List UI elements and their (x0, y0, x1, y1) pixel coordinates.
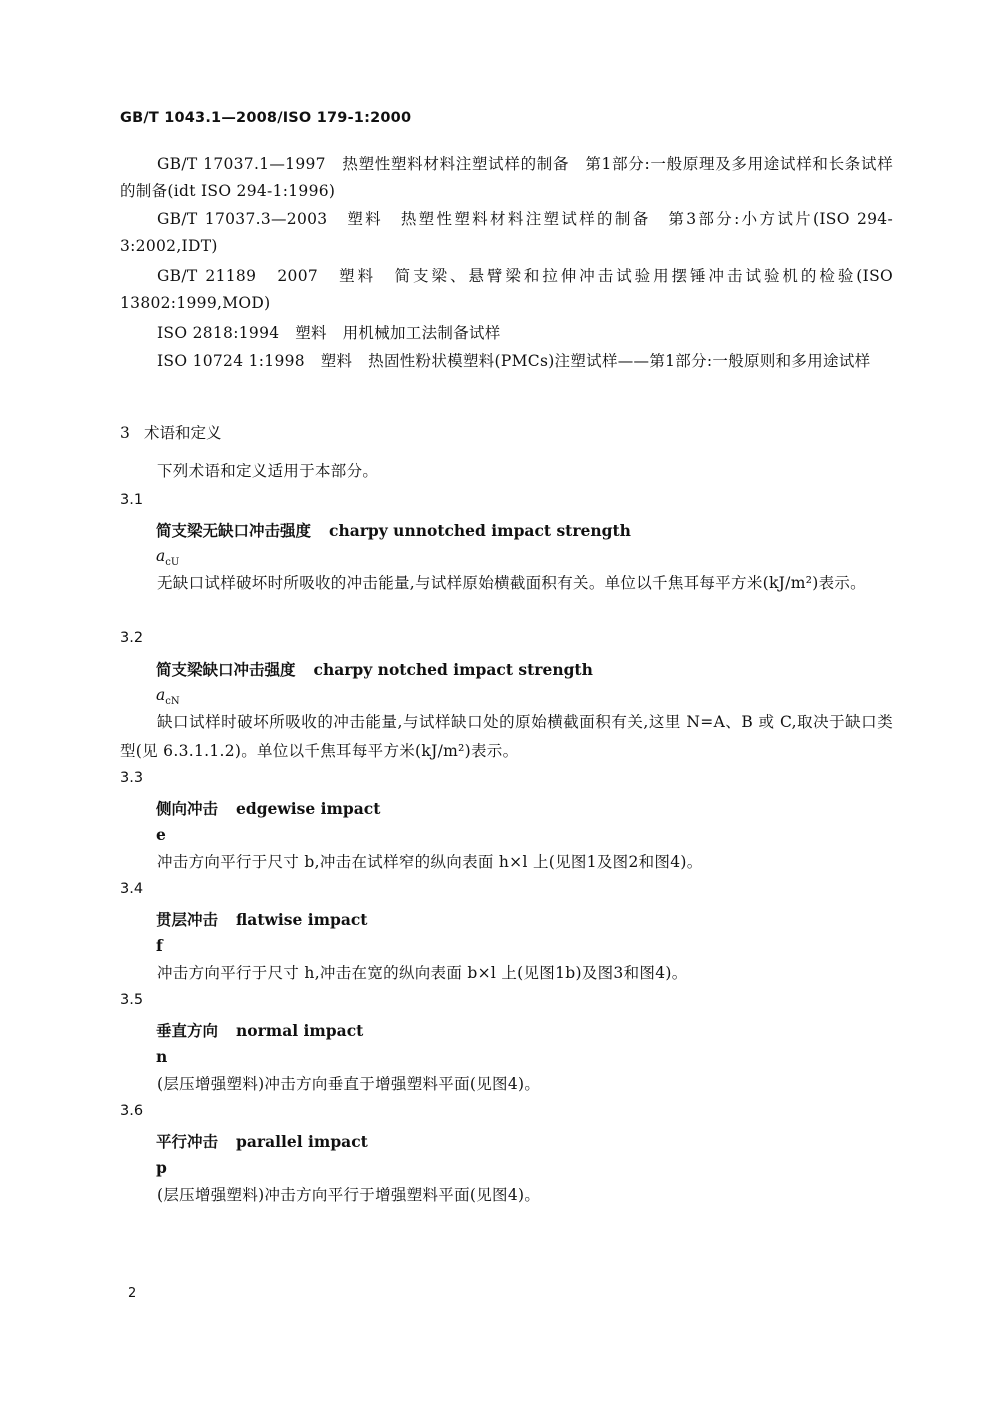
section-title: 术语和定义 (144, 424, 222, 442)
term-number: 3.4 (120, 881, 144, 897)
term-zh: 简支梁无缺口冲击强度 (156, 521, 312, 540)
term-number: 3.1 (120, 492, 144, 508)
standard-header: GB/T 1043.1—2008/ISO 179-1:2000 (120, 110, 412, 126)
section-number: 3 (120, 424, 130, 442)
term-en: edgewise impact (236, 799, 381, 818)
term-en: parallel impact (236, 1132, 368, 1151)
term-en: charpy notched impact strength (313, 660, 593, 679)
term-en: charpy unnotched impact strength (329, 521, 631, 540)
section-heading (120, 421, 222, 443)
term-zh: 贯层冲击 (156, 910, 219, 929)
reference-item: ISO 2818:1994 塑料 用机械加工法制备试样 (157, 324, 501, 342)
reference-item: GB/T 17037.1—1997 热塑性塑料材料注塑试样的制备 第1部分:一般原理及多用途试样和长条试样的制备(idt ISO 294-1:1996) (120, 155, 893, 200)
term-symbol: n (156, 1047, 168, 1066)
term-zh: 简支梁缺口冲击强度 (156, 660, 296, 679)
reference-item: GB/T 17037.3—2003 塑料 热塑性塑料材料注塑试样的制备 第3部分:小方试片(ISO 294-3:2002,IDT) (120, 210, 893, 255)
reference-item: ISO 10724 1:1998 塑料 热固性粉状模塑料(PMCs)注塑试样——第1部分:一般原则和多用途试样 (157, 352, 871, 370)
section-intro: 下列术语和定义适用于本部分。 (157, 462, 379, 480)
term-number: 3.3 (120, 770, 144, 786)
term-heading (156, 519, 631, 541)
term-definition: 冲击方向平行于尺寸 b,冲击在试样窄的纵向表面 h×l 上(见图1及图2和图4)。 (157, 853, 703, 871)
term-en: flatwise impact (236, 910, 368, 929)
term-en: normal impact (236, 1021, 364, 1040)
term-definition: 缺口试样时破坏所吸收的冲击能量,与试样缺口处的原始横截面积有关,这里 N=A、B 或 C,取决于缺口类型(见 6.3.1.1.2)。单位以千焦耳每平方米(kJ/m²)表示。 (120, 713, 893, 760)
term-symbol: $a_{cN}$ (156, 686, 180, 708)
reference-item: GB/T 21189 2007 塑料 简支梁、悬臂梁和拉伸冲击试验用摆锤冲击试验机的检验(ISO 13802:1999,MOD) (120, 267, 893, 312)
term-number: 3.5 (120, 992, 144, 1008)
page-number: 2 (128, 1286, 137, 1301)
term-zh: 垂直方向 (156, 1021, 219, 1040)
term-number: 3.2 (120, 630, 144, 646)
term-definition: (层压增强塑料)冲击方向垂直于增强塑料平面(见图4)。 (157, 1075, 541, 1093)
term-heading (156, 1019, 363, 1041)
term-zh: 侧向冲击 (156, 799, 219, 818)
term-symbol: p (156, 1158, 167, 1177)
term-symbol: f (156, 936, 163, 955)
term-symbol: $a_{cU}$ (156, 547, 180, 569)
term-heading (156, 1130, 368, 1152)
term-heading (156, 658, 593, 680)
term-definition: 冲击方向平行于尺寸 h,冲击在宽的纵向表面 b×l 上(见图1b)及图3和图4)。 (157, 964, 688, 982)
term-definition: (层压增强塑料)冲击方向平行于增强塑料平面(见图4)。 (157, 1186, 541, 1204)
term-heading (156, 797, 380, 819)
term-number: 3.6 (120, 1103, 144, 1119)
term-symbol: e (156, 825, 166, 844)
term-definition: 无缺口试样破坏时所吸收的冲击能量,与试样原始横截面积有关。单位以千焦耳每平方米(kJ/m²)表示。 (157, 574, 866, 592)
term-heading (156, 908, 367, 930)
term-zh: 平行冲击 (156, 1132, 219, 1151)
